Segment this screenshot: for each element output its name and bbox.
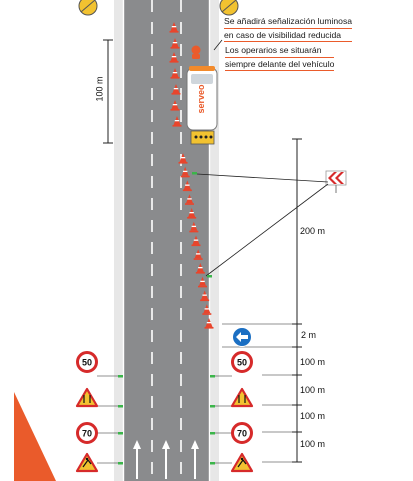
cone-stripe [173, 42, 177, 43]
cone-stripe [173, 104, 177, 105]
lighting-note-line-2: en caso de visibilidad reducida [224, 30, 352, 43]
speed-limit-sign-left-2 [78, 424, 97, 443]
lighting-note-line-1: Se añadirá señalización luminosa [224, 16, 352, 29]
operators-note-line-1: Los operarios se situarán [225, 45, 334, 58]
beacon-icon [220, 0, 238, 15]
narrowing-warning-sign-right [232, 389, 252, 406]
cone-base [187, 217, 196, 219]
cone-base [170, 61, 179, 63]
cone-stripe [205, 308, 209, 309]
cone-base [181, 176, 190, 178]
cone-stripe [185, 185, 189, 186]
distance-label-gap-1: 100 m [300, 357, 326, 367]
roadworks-warning-sign-left [77, 454, 97, 471]
cone-stripe [187, 198, 191, 199]
cone-stripe [189, 212, 193, 213]
cone-stripe [207, 322, 211, 323]
cone-base [205, 327, 214, 329]
worker-icon [192, 46, 201, 60]
distance-label-arrow-gap: 2 m [301, 330, 317, 340]
cone-stripe [172, 56, 176, 57]
distance-label-gap-4: 100 m [300, 439, 326, 449]
cone-stripe [200, 281, 204, 282]
cone-base [183, 190, 192, 192]
cone-stripe [194, 240, 198, 241]
cone-base [173, 125, 182, 127]
arrow-board [191, 131, 214, 144]
distance-label-taper: 200 m [300, 226, 326, 236]
speed-limit-value: 50 [236, 357, 248, 368]
chevron-panel-icon [326, 171, 346, 193]
blue-left-arrow-icon [233, 328, 252, 347]
cone-base [192, 245, 201, 247]
cone-stripe [172, 26, 176, 27]
cone-base [179, 162, 188, 164]
speed-limit-sign-right-2 [233, 424, 252, 443]
cone-base [198, 286, 207, 288]
distance-label-gap-3: 100 m [300, 411, 326, 421]
cone-stripe [174, 88, 178, 89]
cone-stripe [173, 72, 177, 73]
cone-stripe [202, 295, 206, 296]
left-shoulder [114, 0, 123, 481]
cone-base [171, 109, 180, 111]
cone-base [200, 300, 209, 302]
cone-base [172, 93, 181, 95]
operators-note [225, 45, 334, 72]
narrowing-warning-sign-left [77, 389, 97, 406]
cone-stripe [196, 253, 200, 254]
cone-stripe [198, 267, 202, 268]
speed-limit-value: 50 [81, 357, 93, 368]
speed-limit-value: 70 [81, 428, 93, 439]
cone-base [170, 31, 179, 33]
vehicle-brand: serveo [196, 84, 206, 114]
cone-stripe [175, 120, 179, 121]
speed-limit-sign-right-1 [233, 353, 252, 372]
cone-stripe [181, 157, 185, 158]
cone-base [194, 258, 203, 260]
cone-base [185, 203, 194, 205]
cone-base [171, 77, 180, 79]
cone-base [189, 231, 198, 233]
cone-stripe [183, 171, 187, 172]
roadworks-warning-sign-right [232, 454, 252, 471]
cone-base [171, 47, 180, 49]
speed-limit-sign-left-1 [78, 353, 97, 372]
lighting-note [224, 16, 352, 43]
speed-limit-value: 70 [236, 428, 248, 439]
distance-label-gap-2: 100 m [300, 385, 326, 395]
distance-label-top: 100 m [94, 76, 105, 102]
cone-base [196, 272, 205, 274]
corner-accent [14, 392, 56, 481]
beacon-icon [79, 0, 97, 15]
operators-note-line-2: siempre delante del vehículo [225, 59, 334, 72]
cone-stripe [192, 226, 196, 227]
measurement-connectors [222, 324, 292, 462]
cone-base [202, 313, 211, 315]
